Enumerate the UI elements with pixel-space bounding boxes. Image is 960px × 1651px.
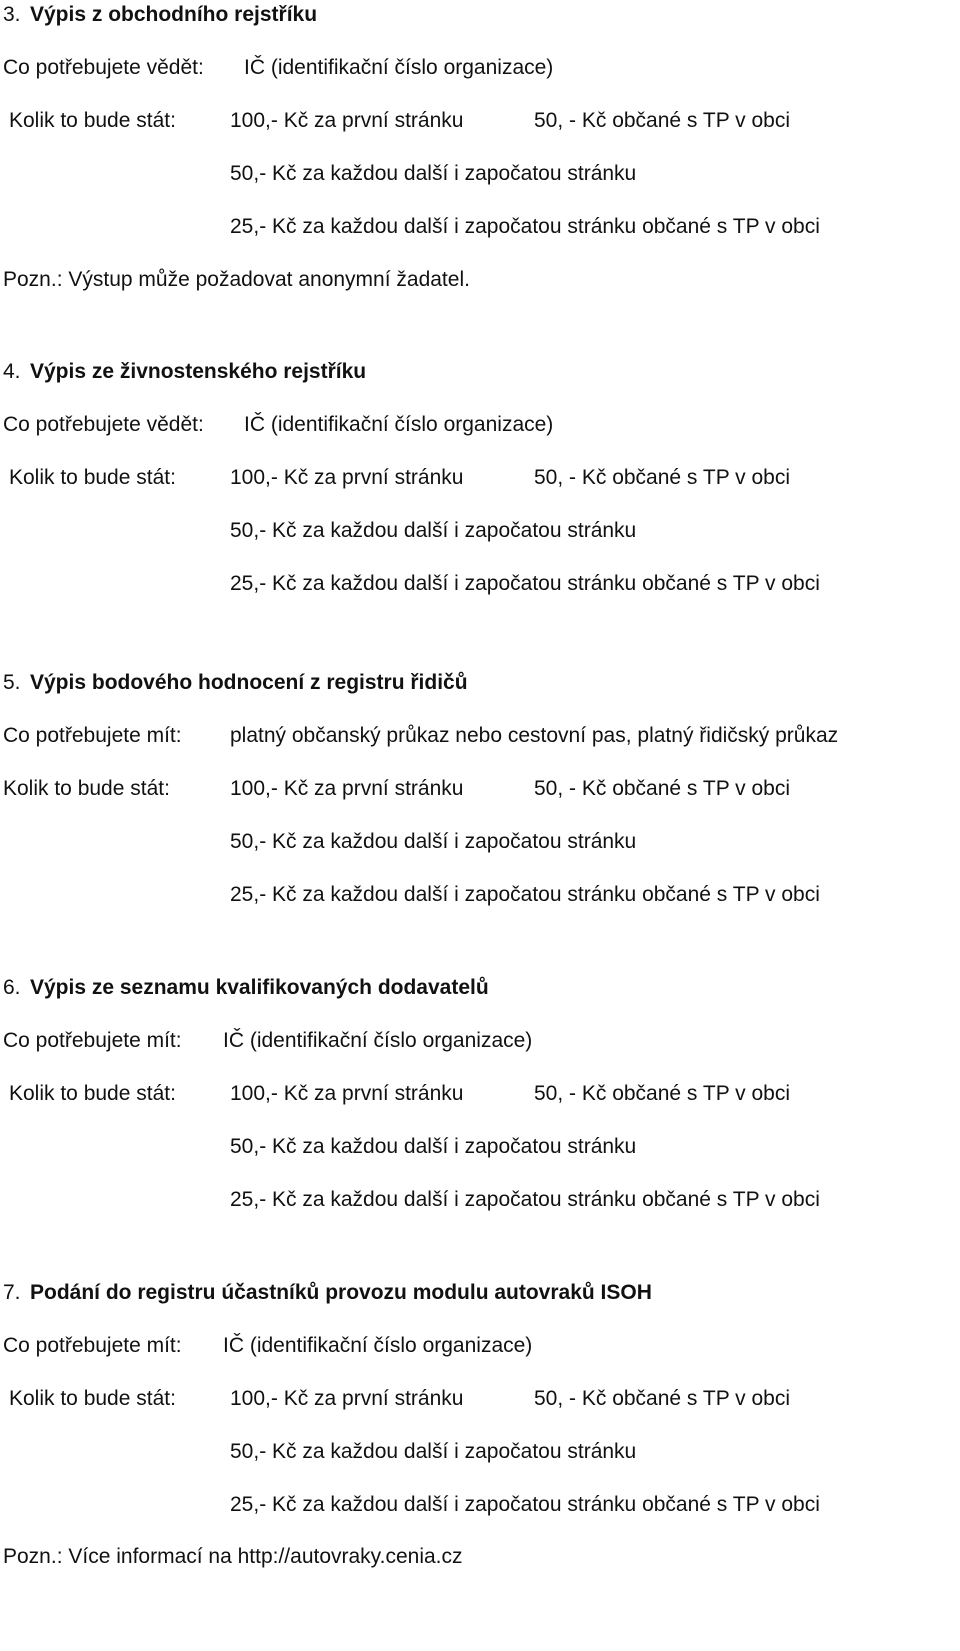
cost-next-page-discount: 25,- Kč za každou další i započatou stránku občané s TP v obci <box>230 883 820 906</box>
cost-next-page-discount: 25,- Kč za každou další i započatou stránku občané s TP v obci <box>230 1493 820 1516</box>
cost-next-page-discount: 25,- Kč za každou další i započatou stránku občané s TP v obci <box>230 572 820 595</box>
cost-next-page: 50,- Kč za každou další i započatou stránku <box>230 162 637 185</box>
requirement-value: IČ (identifikační číslo organizace) <box>244 56 554 79</box>
cost-next-page: 50,- Kč za každou další i započatou stránku <box>230 1135 637 1158</box>
cost-first-page: 100,- Kč za první stránku <box>230 109 464 132</box>
cost-next-page: 50,- Kč za každou další i započatou stránku <box>230 830 637 853</box>
cost-label: Kolik to bude stát: <box>9 1082 176 1105</box>
requirement-value: IČ (identifikační číslo organizace) <box>244 413 554 436</box>
section-number: 7. <box>3 1281 21 1304</box>
cost-first-page-discount: 50, - Kč občané s TP v obci <box>534 1082 791 1105</box>
section-note: Pozn.: Výstup může požadovat anonymní žadatel. <box>3 268 470 291</box>
requirement-label: Co potřebujete mít: <box>3 1029 182 1052</box>
section-title: Výpis bodového hodnocení z registru řidičů <box>30 671 468 694</box>
cost-first-page: 100,- Kč za první stránku <box>230 466 464 489</box>
cost-first-page-discount: 50, - Kč občané s TP v obci <box>534 109 791 132</box>
section-note: Pozn.: Více informací na http://autovraky.cenia.cz <box>3 1545 463 1568</box>
cost-first-page-discount: 50, - Kč občané s TP v obci <box>534 1387 791 1410</box>
cost-next-page-discount: 25,- Kč za každou další i započatou stránku občané s TP v obci <box>230 1188 820 1211</box>
section-title: Podání do registru účastníků provozu modulu autovraků ISOH <box>30 1281 652 1304</box>
requirement-value: platný občanský průkaz nebo cestovní pas, platný řidičský průkaz <box>230 724 839 747</box>
cost-first-page-discount: 50, - Kč občané s TP v obci <box>534 466 791 489</box>
section-number: 4. <box>3 360 21 383</box>
requirement-value: IČ (identifikační číslo organizace) <box>223 1029 533 1052</box>
section-number: 6. <box>3 976 21 999</box>
cost-next-page-discount: 25,- Kč za každou další i započatou stránku občané s TP v obci <box>230 215 820 238</box>
requirement-label: Co potřebujete vědět: <box>3 413 204 436</box>
cost-first-page-discount: 50, - Kč občané s TP v obci <box>534 777 791 800</box>
cost-label: Kolik to bude stát: <box>9 1387 176 1410</box>
requirement-value: IČ (identifikační číslo organizace) <box>223 1334 533 1357</box>
cost-first-page: 100,- Kč za první stránku <box>230 1387 464 1410</box>
cost-label: Kolik to bude stát: <box>9 466 176 489</box>
cost-next-page: 50,- Kč za každou další i započatou stránku <box>230 519 637 542</box>
cost-first-page: 100,- Kč za první stránku <box>230 1082 464 1105</box>
section-number: 3. <box>3 3 21 26</box>
requirement-label: Co potřebujete mít: <box>3 1334 182 1357</box>
cost-next-page: 50,- Kč za každou další i započatou stránku <box>230 1440 637 1463</box>
section-title: Výpis ze živnostenského rejstříku <box>30 360 367 383</box>
cost-first-page: 100,- Kč za první stránku <box>230 777 464 800</box>
cost-label: Kolik to bude stát: <box>9 109 176 132</box>
cost-label: Kolik to bude stát: <box>3 777 170 800</box>
section-title: Výpis ze seznamu kvalifikovaných dodavatelů <box>30 976 489 999</box>
requirement-label: Co potřebujete mít: <box>3 724 182 747</box>
section-title: Výpis z obchodního rejstříku <box>30 3 318 26</box>
section-number: 5. <box>3 671 21 694</box>
requirement-label: Co potřebujete vědět: <box>3 56 204 79</box>
